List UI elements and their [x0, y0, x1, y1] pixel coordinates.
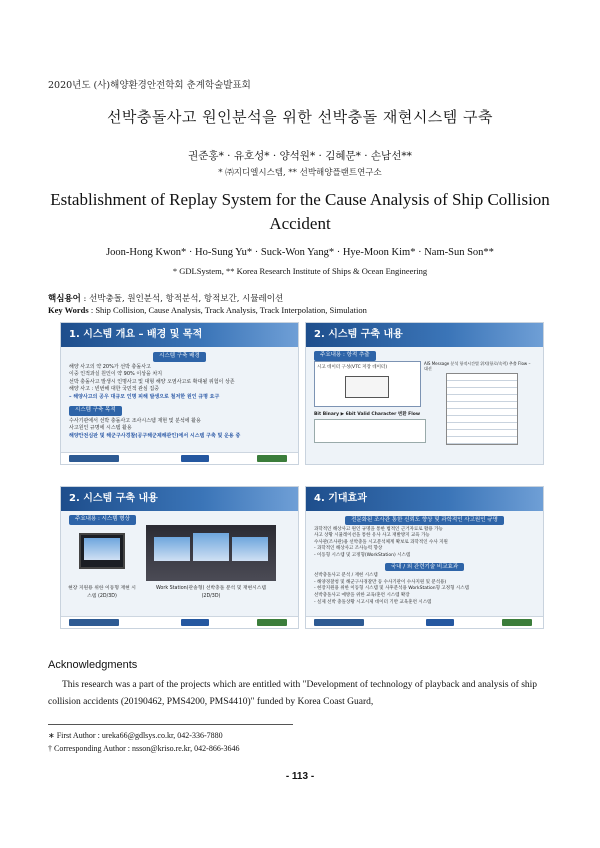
panel-line: 해양 사고의 약 20%가 선박 충돌사고	[69, 363, 151, 370]
panel-label: 시스템 구축 목적	[69, 406, 122, 416]
panel-footer	[61, 616, 298, 628]
panel-emphasis: – 해양사고의 공우 대규모 인명 피해 발생으로 철저한 원인 규명 요구	[69, 393, 220, 400]
keywords-english-label: Key Words	[48, 305, 89, 315]
panel-footer	[61, 452, 298, 464]
footnote-first-author: ∗ First Author : ureka66@gdlsys.co.kr, 042-336-7880	[48, 731, 223, 740]
keywords-korean	[48, 292, 283, 304]
panel-label: 주요내용 : 시스템 형상	[69, 515, 136, 525]
keywords-english	[48, 305, 367, 315]
gdl-logo	[257, 619, 287, 626]
mobile-system-image	[79, 533, 125, 569]
ais-flow-caption: AIS Message 분석 항적시간별 위치(항로/속력) 추출 Flow – 대선	[424, 361, 531, 371]
panel-label: 주요내용 : 항적 추출	[314, 351, 376, 361]
bit-flow-caption: Bit Binary ▶ 6bit Valid Character 변환 Flow	[314, 412, 420, 417]
title-english: Establishment of Replay System for the Cause Analysis of Ship Collision Accident	[50, 190, 550, 233]
acknowledgments-heading: Acknowledgments	[48, 659, 138, 671]
flowchart	[446, 373, 518, 445]
poster-panel-system-config	[60, 486, 299, 629]
gdl-logo	[257, 455, 287, 462]
panel-line: 사고 상황 시뮬레이션을 통한 유사 사고 재발방지 교육 가능	[314, 533, 430, 539]
keywords-english-text: : Ship Collision, Cause Analysis, Track Analysis, Track Interpolation, Simulation	[88, 305, 367, 315]
panel-line: 선박충돌사고 분석 / 재현 시스템	[314, 573, 378, 579]
kcg-logo	[314, 619, 364, 626]
panel-label: 전문화된 조사관 통한 신뢰도 향상 및 과학적인 사고원인 규명	[345, 516, 504, 525]
workstation-image	[146, 525, 276, 581]
panel-title: 2. 시스템 구축 내용	[306, 323, 543, 347]
panel-title: 1. 시스템 개요 – 배경 및 목적	[61, 323, 298, 347]
panel-line: - 해양경찰청 및 해군구사경찰만 등 수사기관이 수사지원 및 분석용)	[314, 579, 447, 585]
authors-english: Joon-Hong Kwon* · Ho-Sung Yu* · Suck-Won Yang* · Hye-Moon Kim* · Nam-Sun Son**	[106, 247, 494, 258]
vtc-data-caption: 시고 데이터 구성(VTC 저장 데이터)	[317, 365, 388, 370]
panel-line: 이중 인적과실 원인이 약 90% 이상을 차지	[69, 371, 163, 377]
keywords-korean-label: 핵심용어	[48, 294, 81, 304]
gdl-logo	[502, 619, 532, 626]
kriso-logo	[181, 619, 209, 626]
panel-line: 사고원인 규명에 시스템 활용	[69, 425, 132, 431]
footnote-divider	[48, 724, 293, 725]
kcg-logo	[69, 619, 119, 626]
panel-line: - 과학적인 해상사고 조사능력 향상	[314, 546, 383, 552]
affiliation-english: * GDLSystem, ** Korea Research Institute of Ships & Ocean Engineering	[172, 266, 428, 276]
panel-label: 시스템 구축 배경	[153, 352, 206, 362]
panel-line: 과학적인 해상사고 원인 규명을 통한 법적인 근거자료로 활용 가능	[314, 526, 443, 532]
affiliation-korean: * ㈜지디엘시스템, ** 선박해양플랜트연구소	[218, 168, 382, 178]
title-korean: 선박충돌사고 원인분석을 위한 선박충돌 재현시스템 구축	[106, 108, 494, 126]
poster-panel-expected-effects	[305, 486, 544, 629]
panel-footer	[306, 616, 543, 628]
panel-label: 국내 / 외 관련기술 비교효과	[385, 563, 464, 572]
workstation-caption: Work Station(관솔형) 선박충돌 분석 및 재현시스템(2D/3D)	[155, 586, 267, 599]
kriso-logo	[181, 455, 209, 462]
page-number: - 113 -	[285, 771, 315, 782]
panel-line: 수사관(조사관)용 선박충돌 시고분석체계 확보로 과학적인 수사 지원	[314, 539, 448, 545]
panel-line: - 이동형 시스템 및 고정형(WorkStation) 시스템	[314, 552, 411, 558]
panel-title: 4. 기대효과	[306, 487, 543, 511]
panel-emphasis: 해양안전심판 및 해군구사경찰(공구해군제해관인)에서 시스템 구축 및 운용 중	[69, 432, 241, 439]
kriso-logo	[426, 619, 454, 626]
kcg-logo	[69, 455, 119, 462]
panel-line: 해양 사고 : 빈번해 대한 국민적 관심 집중	[69, 386, 160, 392]
mobile-system-caption: 현장 지원용 위한 이동형 재현 시스템 (2D/3D)	[68, 586, 136, 599]
panel-line: - 실제 선박 충돌상황 시고시제 데이터 기반 교육훈련 시스템	[314, 599, 432, 605]
poster-panel-overview	[60, 322, 299, 465]
keywords-korean-text: : 선박충돌, 원인분석, 항적분석, 항적보간, 시뮬레이션	[80, 294, 284, 304]
panel-title: 2. 시스템 구축 내용	[61, 487, 298, 511]
acknowledgments-text: This research was a part of the projects which are entitled with "Development of technology of playback and analysis of ship collision accidents (20190462, PMS4200, PMS4410)" funded by Korea Coast Guard,	[48, 680, 538, 707]
authors-korean: 권준홍* · 유호성* · 양석원* · 김혜문* · 손남선**	[188, 150, 412, 162]
footnote-corresponding-author: † Corresponding Author : nsson@kriso.re.kr, 042-866-3646	[48, 744, 240, 753]
conference-header: 2020년도 (사)해양환경안전학회 춘계학술발표회	[48, 80, 251, 91]
poster-panel-track-extraction	[305, 322, 544, 465]
panel-line: 수사기관에서 선박 충돌사고 조사시스템 재현 및 분석에 활용	[69, 417, 201, 424]
panel-line: - 현장지원용 위한 이동형 시스템 및 사후분석용 WorkStation형 고정형 시스템	[314, 586, 469, 592]
panel-line: 선박충돌사고 예방을 위한 교육/훈련 시스템 확장	[314, 592, 410, 598]
panel-line: 선박 충돌사고 발생시 인명사고 및 대형 해양 오염사고로 확대될 위험이 상존	[69, 378, 235, 385]
